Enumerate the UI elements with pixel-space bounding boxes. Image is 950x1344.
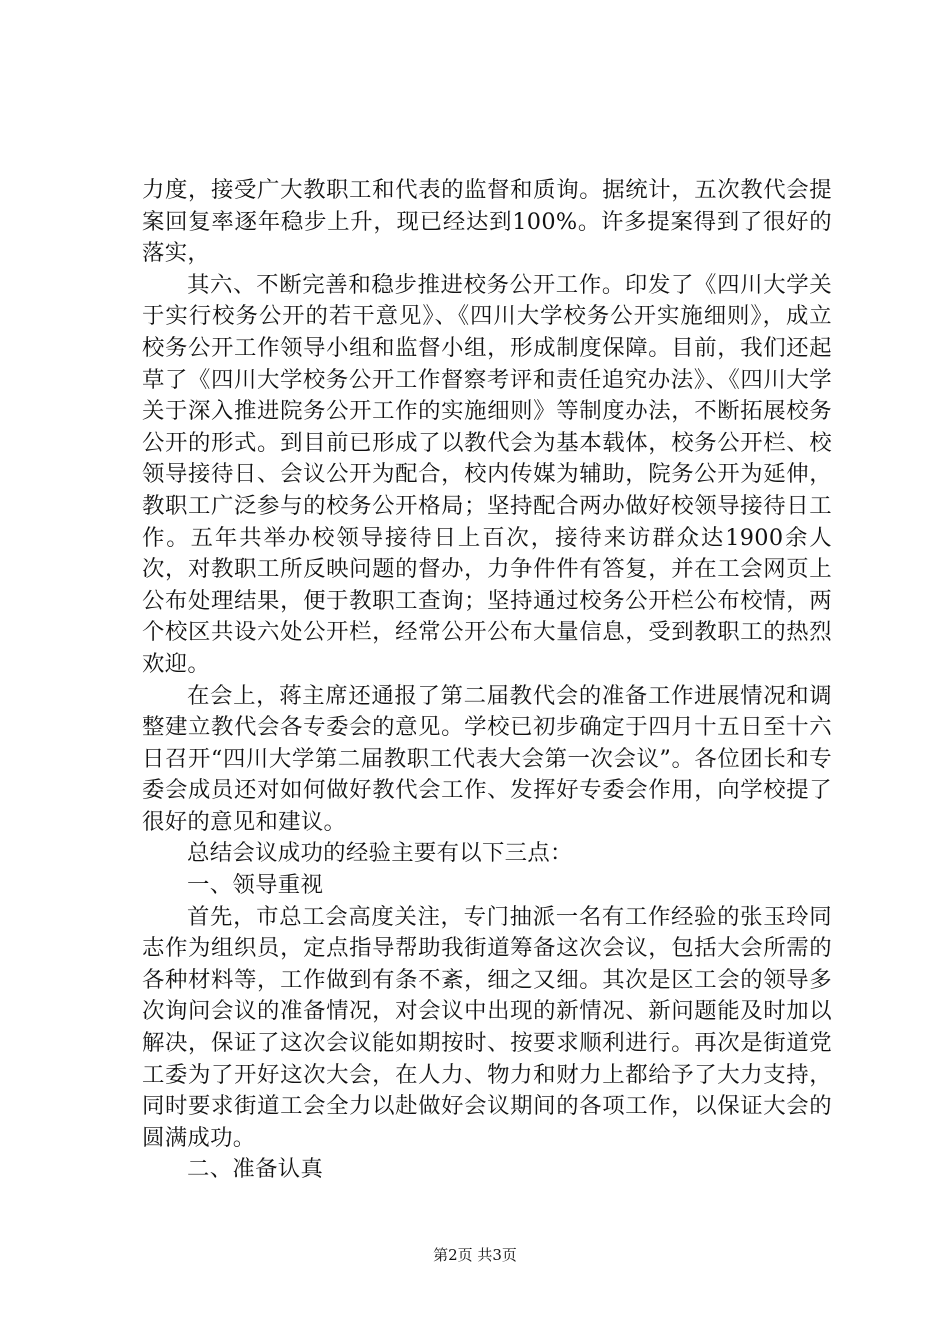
section-heading-preparation: 二、准备认真 (187, 1156, 324, 1183)
paragraph-meeting-report: 在会上，蒋主席还通报了第二届教代会的准备工作进展情况和调整建立教代会各专委会的意见。学校已初步确定于四月十五日至十六日召开“四川大学第二届教职工代表大会第一次会议”。各位团长和专委会成员还对如何做好教代会工作、发挥好专委会作用，向学校提了很好的意见和建议。 (142, 682, 832, 835)
paragraph-leadership: 首先，市总工会高度关注，专门抽派一名有工作经验的张玉玲同志作为组织员，定点指导帮助我街道筹备这次会议，包括大会所需的各种材料等，工作做到有条不紊，细之又细。其次是区工会的领导多次询问会议的准备情况，对会议中出现的新情况、新问题能及时加以解决，保证了这次会议能如期按时、按要求顺利进行。再次是街道党工委为了开好这次大会，在人力、物力和财力上都给予了大力支持，同时要求街道工会全力以赴做好会议期间的各项工作，以保证大会的圆满成功。 (142, 903, 832, 1151)
paragraph-summary-intro: 总结会议成功的经验主要有以下三点： (187, 840, 573, 867)
section-heading-leadership: 一、领导重视 (187, 872, 324, 899)
document-body (142, 175, 832, 1186)
page-number-footer: 第2页 共3页 (433, 1246, 517, 1264)
paragraph-item-six: 其六、不断完善和稳步推进校务公开工作。印发了《四川大学关于实行校务公开的若干意见》、《四川大学校务公开实施细则》，成立校务公开工作领导小组和监督小组，形成制度保障。目前，我们还起草了《四川大学校务公开工作督察考评和责任追究办法》、《四川大学关于深入推进院务公开工作的实施细则》等制度办法，不断拓展校务公开的形式。到目前已形成了以教代会为基本载体，校务公开栏、校领导接待日、会议公开为配合，校内传媒为辅助，院务公开为延伸，教职工广泛参与的校务公开格局；坚持配合两办做好校领导接待日工作。五年共举办校领导接待日上百次，接待来访群众达1900余人次，对教职工所反映问题的督办，力争件件有答复，并在工会网页上公布处理结果，便于教职工查询；坚持通过校务公开栏公布校情，两个校区共设六处公开栏，经常公开公布大量信息，受到教职工的热烈欢迎。 (142, 271, 832, 677)
paragraph-continuation: 力度，接受广大教职工和代表的监督和质询。据统计，五次教代会提案回复率逐年稳步上升，现已经达到100%。许多提案得到了很好的落实， (142, 177, 832, 267)
